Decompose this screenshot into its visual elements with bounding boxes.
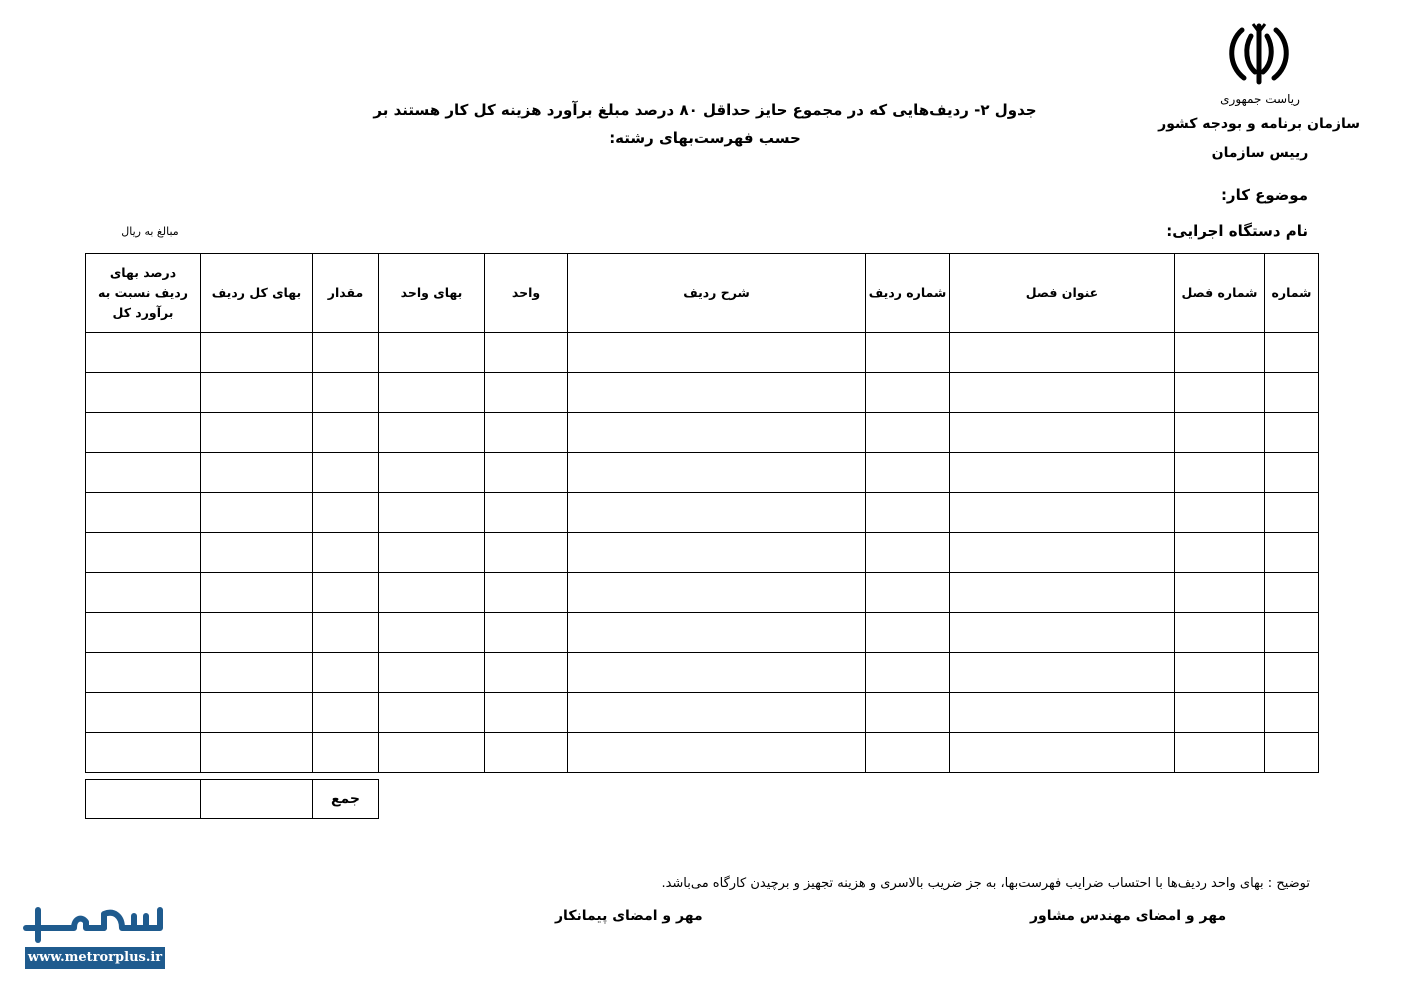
table-cell[interactable] [1175,733,1265,773]
logo-url: www.metrorplus.ir [25,947,165,969]
table-row [86,573,1319,613]
column-header: عنوان فصل [950,254,1175,333]
table-cell[interactable] [86,453,201,493]
table-cell[interactable] [86,653,201,693]
table-cell[interactable] [379,373,485,413]
footnote: توضیح : بهای واحد ردیف‌ها با احتساب ضرایب فهرست‌بها، به جز ضریب بالاسری و هزینه تجهیز و برچیدن کارگاه می‌باشد. [661,876,1310,891]
table-cell[interactable] [485,613,568,653]
table-cell[interactable] [1175,493,1265,533]
table-cell[interactable] [866,413,950,453]
table-row [86,413,1319,453]
table-row [86,613,1319,653]
column-header: واحد [485,254,568,333]
table-row [86,533,1319,573]
column-header: بهای کل ردیف [201,254,313,333]
table-cell[interactable] [379,573,485,613]
table-cell[interactable] [313,493,379,533]
table-cell[interactable] [485,693,568,733]
table-cell[interactable] [485,533,568,573]
agency-label: نام دستگاه اجرایی: [1166,222,1308,240]
table-cell[interactable] [1175,453,1265,493]
table-cell[interactable] [1265,413,1319,453]
table-cell[interactable] [86,613,201,653]
table-cell[interactable] [379,453,485,493]
table-cell[interactable] [313,533,379,573]
table-row [86,733,1319,773]
table-cell[interactable] [1175,373,1265,413]
table-title: جدول ۲- ردیف‌هایی که در مجموع حایز حداقل ۸۰ درصد مبلغ برآورد هزینه کل کار هستند بر حسب فهرست‌بهای رشته: [373,101,1037,147]
table-cell[interactable] [568,653,866,693]
table-row [86,693,1319,733]
table-cell[interactable] [201,573,313,613]
table-cell[interactable] [313,733,379,773]
metrorplus-logo [22,902,167,972]
table-cell[interactable] [86,333,201,373]
table-cell[interactable] [86,693,201,733]
table-cell[interactable] [86,373,201,413]
table-cell[interactable] [379,413,485,453]
table-cell[interactable] [568,333,866,373]
table-cell[interactable] [86,493,201,533]
table-cell[interactable] [379,493,485,533]
table-cell[interactable] [313,693,379,733]
table-cell[interactable] [1265,453,1319,493]
table-cell[interactable] [485,453,568,493]
table-cell[interactable] [313,453,379,493]
table-row [86,373,1319,413]
table-cell[interactable] [1175,693,1265,733]
table-cell[interactable] [950,533,1175,573]
table-cell[interactable] [485,653,568,693]
items-table [85,253,1319,773]
table-cell[interactable] [1175,533,1265,573]
table-cell[interactable] [86,573,201,613]
iran-emblem-icon [1222,20,1296,88]
table-row [86,453,1319,493]
table-cell[interactable] [568,733,866,773]
table-cell[interactable] [313,373,379,413]
table-cell[interactable] [950,573,1175,613]
org-presidency: ریاست جمهوری [1220,92,1300,106]
total-cell[interactable] [86,780,201,819]
table-cell[interactable] [86,733,201,773]
table-cell[interactable] [568,413,866,453]
table-cell[interactable] [1175,333,1265,373]
table-cell[interactable] [201,413,313,453]
table-header-row [86,254,1319,333]
table-cell[interactable] [568,453,866,493]
contractor-signature-label: مهر و امضای پیمانکار [555,908,703,924]
table-cell[interactable] [313,613,379,653]
column-header: شرح ردیف [568,254,866,333]
table-cell[interactable] [1265,573,1319,613]
table-cell[interactable] [201,613,313,653]
table-cell[interactable] [485,733,568,773]
table-cell[interactable] [201,333,313,373]
table-cell[interactable] [485,373,568,413]
table-cell[interactable] [866,533,950,573]
table-cell[interactable] [313,573,379,613]
table-cell[interactable] [201,653,313,693]
table-cell[interactable] [950,613,1175,653]
column-header: مقدار [313,254,379,333]
table-row [86,653,1319,693]
table-cell[interactable] [379,613,485,653]
table-cell[interactable] [201,733,313,773]
column-header: شماره فصل [1175,254,1265,333]
table-cell[interactable] [568,493,866,533]
metrorplus-logo-mark [22,902,167,946]
table-cell[interactable] [950,653,1175,693]
table-cell[interactable] [485,573,568,613]
column-header: درصد بهای ردیف نسبت به برآورد کل [86,254,201,333]
subject-label: موضوع کار: [1220,186,1308,204]
table-cell[interactable] [86,533,201,573]
table-cell[interactable] [568,693,866,733]
table-cell[interactable] [950,733,1175,773]
table-cell[interactable] [1265,733,1319,773]
table-cell[interactable] [866,733,950,773]
table-cell[interactable] [485,333,568,373]
table-cell[interactable] [866,333,950,373]
table-cell[interactable] [950,493,1175,533]
table-cell[interactable] [1265,333,1319,373]
table-cell[interactable] [1265,373,1319,413]
total-cell[interactable] [201,780,313,819]
table-cell[interactable] [201,373,313,413]
table-cell[interactable] [1175,573,1265,613]
table-cell[interactable] [950,333,1175,373]
table-cell[interactable] [866,693,950,733]
table-cell[interactable] [1175,413,1265,453]
table-cell[interactable] [568,533,866,573]
table-cell[interactable] [201,533,313,573]
total-row [86,780,379,819]
table-cell[interactable] [866,613,950,653]
table-row [86,493,1319,533]
table-cell[interactable] [485,493,568,533]
table-cell[interactable] [379,533,485,573]
table-cell[interactable] [201,693,313,733]
table-cell[interactable] [950,693,1175,733]
table-cell[interactable] [1265,613,1319,653]
table-cell[interactable] [866,493,950,533]
column-header: شماره ردیف [866,254,950,333]
table-cell[interactable] [379,693,485,733]
table-cell[interactable] [568,613,866,653]
table-cell[interactable] [86,413,201,453]
total-label: جمع [313,780,379,819]
table-cell[interactable] [1265,653,1319,693]
table-cell[interactable] [568,573,866,613]
table-cell[interactable] [950,373,1175,413]
table-cell[interactable] [201,493,313,533]
table-cell[interactable] [866,373,950,413]
table-cell[interactable] [379,653,485,693]
org-head: رییس سازمان [1211,145,1309,161]
org-name: سازمان برنامه و بودجه کشور [1158,116,1360,132]
table-cell[interactable] [313,653,379,693]
total-table [85,779,379,819]
table-cell[interactable] [866,573,950,613]
table-cell[interactable] [379,733,485,773]
table-cell[interactable] [201,453,313,493]
table-cell[interactable] [950,413,1175,453]
currency-note: مبالغ به ریال [121,225,179,238]
engineer-signature-label: مهر و امضای مهندس مشاور [1030,908,1227,924]
table-cell[interactable] [568,373,866,413]
table-cell[interactable] [1175,653,1265,693]
column-header: بهای واحد [379,254,485,333]
table-cell[interactable] [313,333,379,373]
column-header: شماره [1265,254,1319,333]
table-row [86,333,1319,373]
table-cell[interactable] [379,333,485,373]
table-cell[interactable] [1265,693,1319,733]
table-cell[interactable] [485,413,568,453]
table-cell[interactable] [1265,493,1319,533]
table-cell[interactable] [950,453,1175,493]
table-cell[interactable] [313,413,379,453]
table-cell[interactable] [1175,613,1265,653]
table-cell[interactable] [866,453,950,493]
table-cell[interactable] [866,653,950,693]
table-cell[interactable] [1265,533,1319,573]
